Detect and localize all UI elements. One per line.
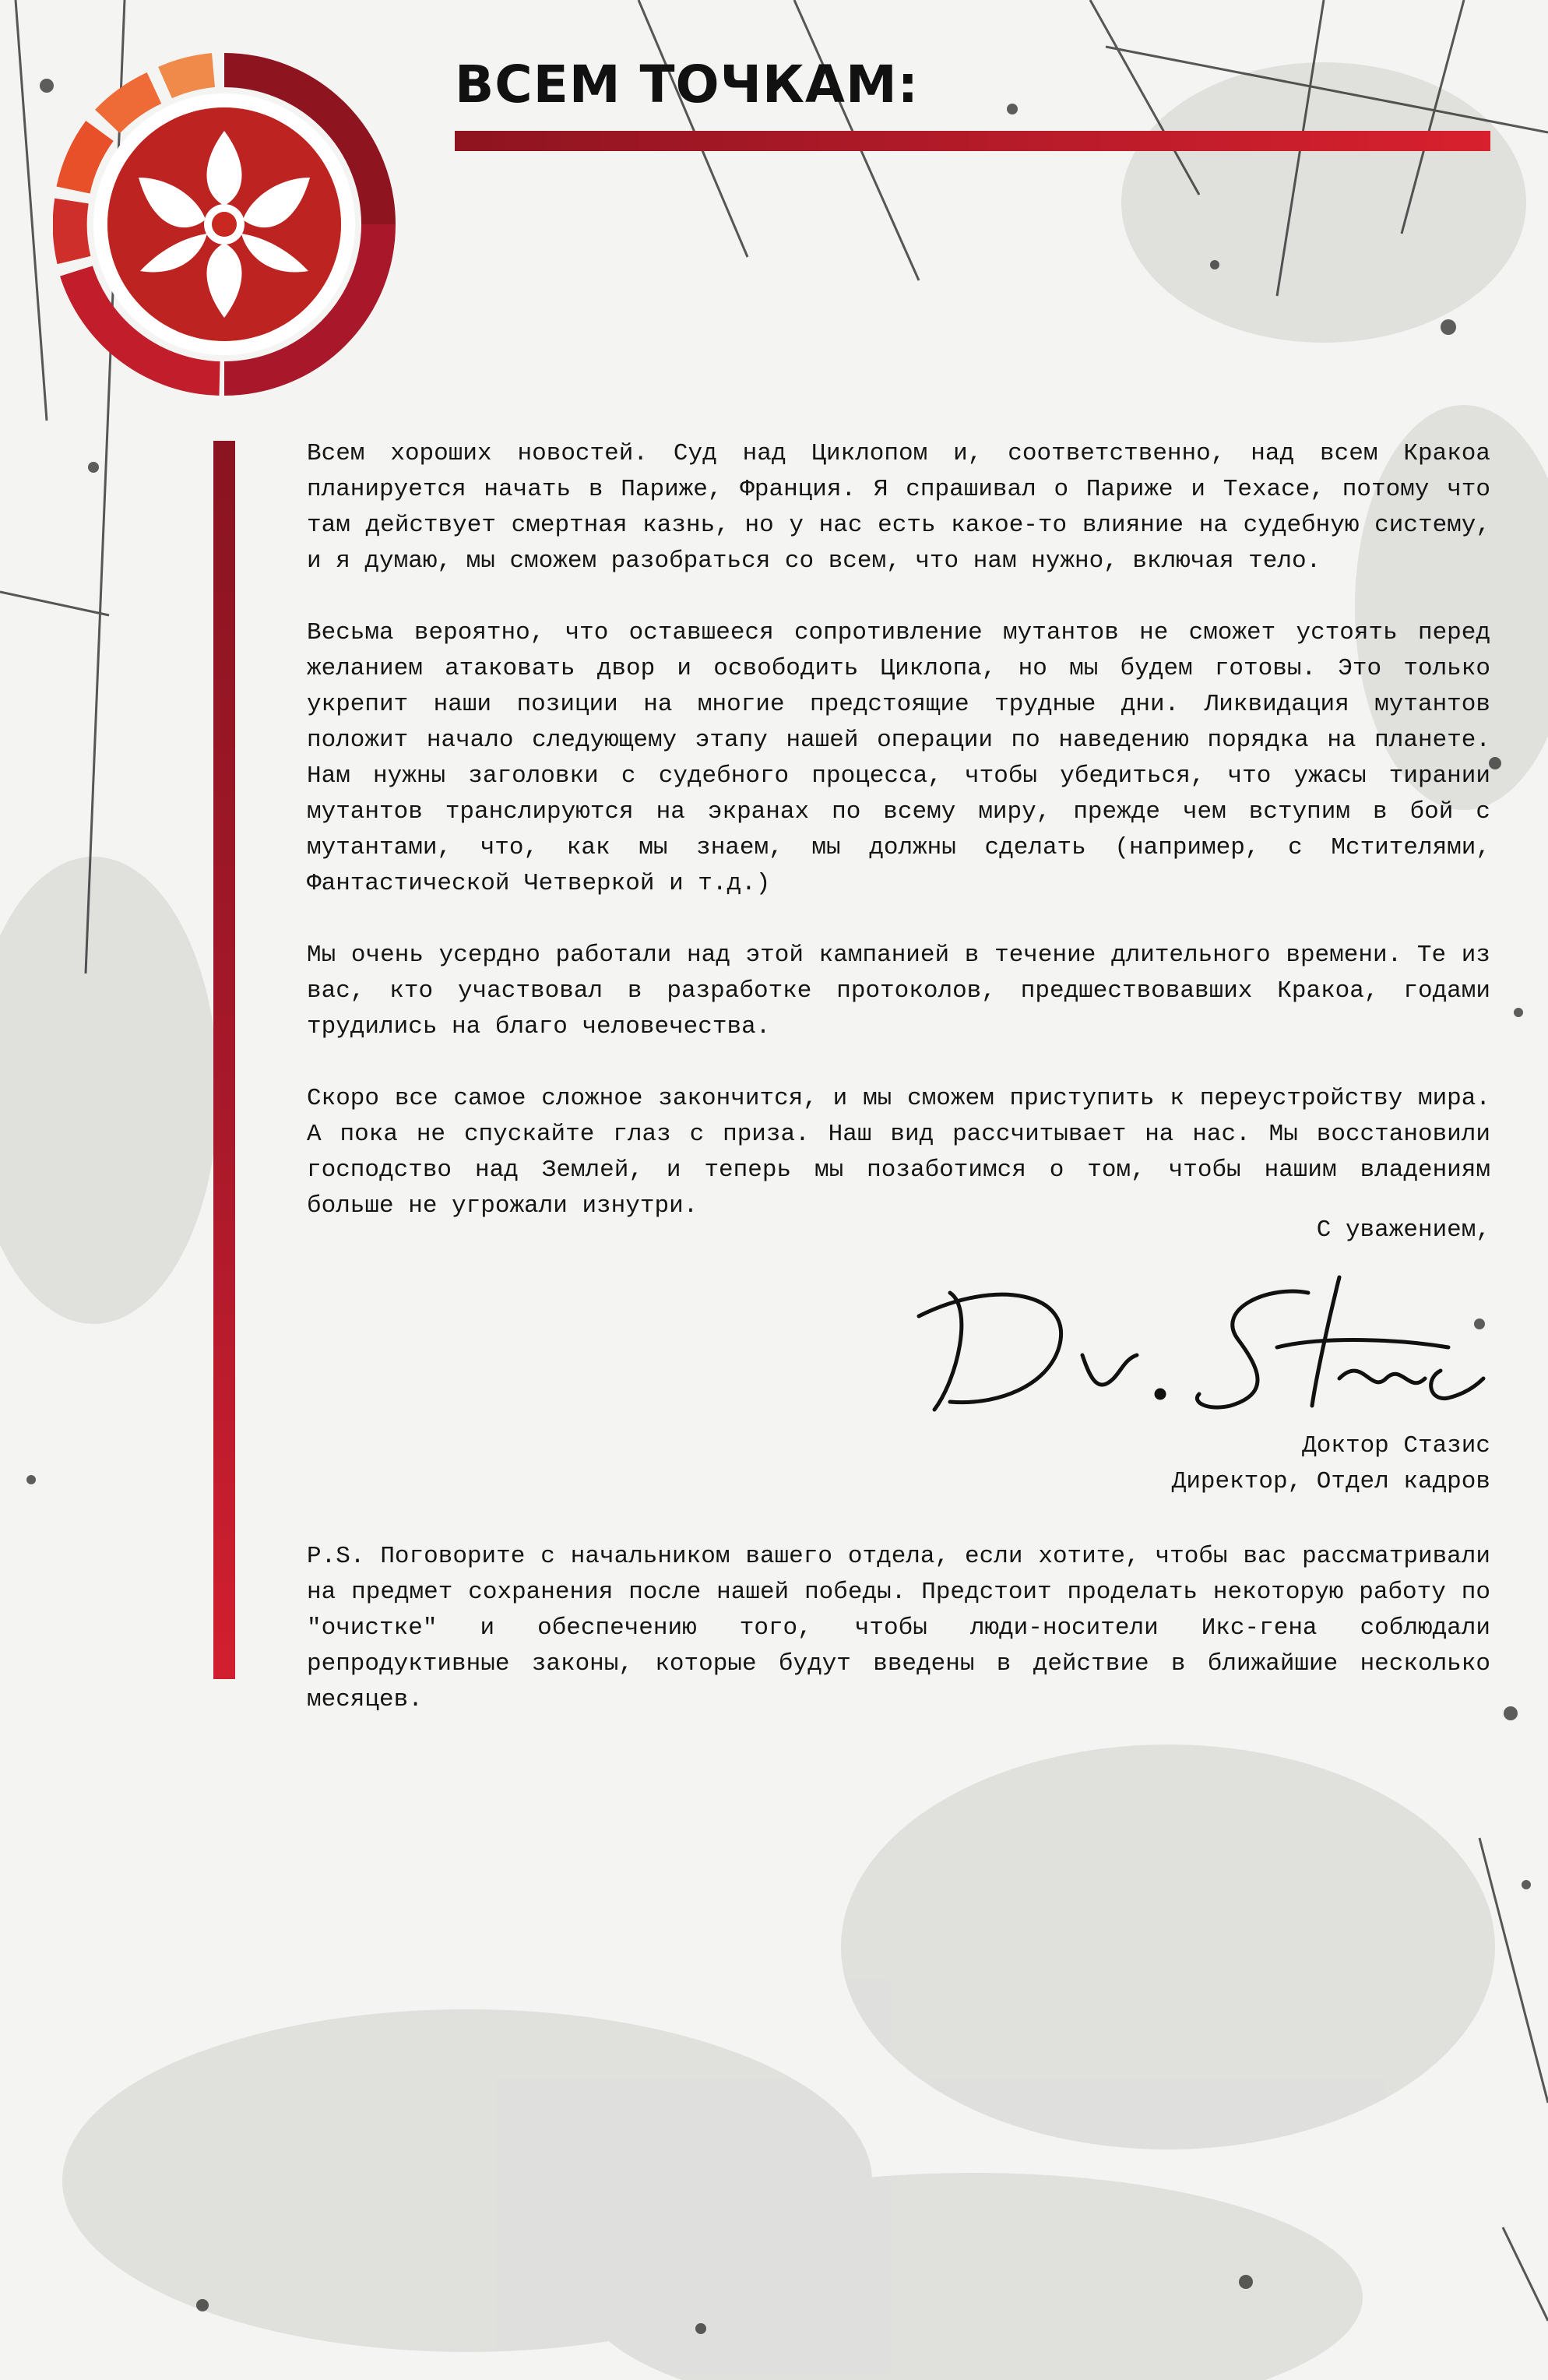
postscript: P.S. Поговорите с начальником вашего отдела, если хотите, чтобы вас рассматривали на предмет сохранения после нашей победы. Предстоит проделать некоторую работу по "очистке" и обеспечению того, чтобы люди-носители Икс-гена соблюдали репродуктивные законы, которые будут введены в действие в ближайшие несколько месяцев. bbox=[307, 1543, 1490, 1713]
side-accent-bar bbox=[213, 441, 235, 1679]
signer-title: Директор, Отдел кадров bbox=[1171, 1468, 1490, 1495]
page-title: ВСЕМ ТОЧКАМ: bbox=[455, 55, 920, 114]
letter-closing: С уважением, bbox=[1316, 1216, 1490, 1244]
title-underline-bar bbox=[455, 131, 1490, 151]
handwritten-signature bbox=[903, 1262, 1495, 1425]
letter-body bbox=[307, 436, 1490, 1260]
letter-paragraph: Всем хороших новостей. Суд над Циклопом и, соответственно, над всем Кракоа планируется начать в Париже, Франция. Я спрашивал о Париже и Техасе, потому что там действует смертная казнь, но у нас есть какое-то влияние на судебную систему, и я думаю, мы сможем разобраться со всем, что нам нужно, включая тело. bbox=[307, 440, 1490, 575]
letter-paragraph: Мы очень усердно работали над этой кампанией в течение длительного времени. Те из вас, кто участвовал в разработке протоколов, предшествовавших Кракоа, годами трудились на благо человечества. bbox=[307, 942, 1490, 1040]
letter-paragraph: Весьма вероятно, что оставшееся сопротивление мутантов не сможет устоять перед желанием атаковать двор и освободить Циклопа, но мы будем готовы. Это только укрепит наши позиции на многие предстоящие трудные дни. Ликвидация мутантов положит начало следующему этапу нашей операции по наведению порядка на планете. Нам нужны заголовки с судебного процесса, чтобы убедиться, что ужасы тирании мутантов транслируются на экранах по всему миру, прежде чем вступим в бой с мутантами, что, как мы знаем, мы должны сделать (например, с Мстителями, Фантастической Четверкой и т.д.) bbox=[307, 619, 1490, 897]
letter-paragraph: Скоро все самое сложное закончится, и мы сможем приступить к переустройству мира. А пока не спускайте глаз с приза. Наш вид рассчитывает на нас. Мы восстановили господство над Землей, и теперь мы позаботимся о том, чтобы нашим владениям больше не угрожали изнутри. bbox=[307, 1085, 1490, 1220]
flower-emblem-icon bbox=[53, 53, 396, 396]
signer-block bbox=[1172, 1428, 1490, 1500]
signer-name: Доктор Стазис bbox=[1302, 1432, 1490, 1459]
